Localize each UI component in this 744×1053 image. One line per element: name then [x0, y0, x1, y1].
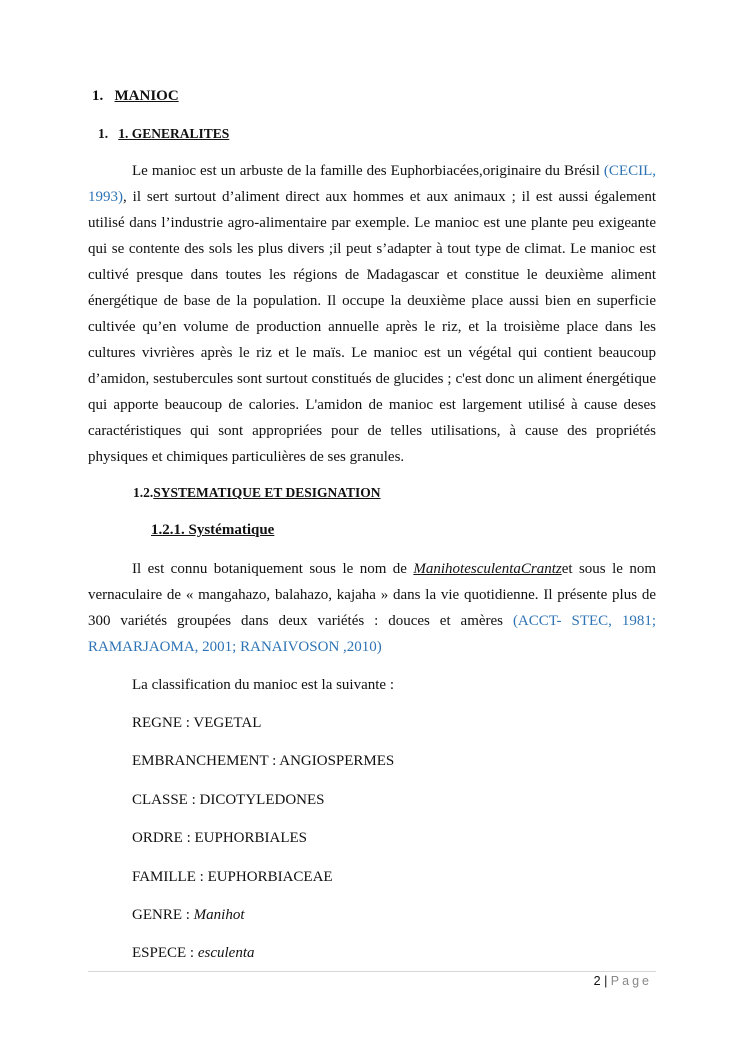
page-footer: [594, 974, 652, 988]
classification-item: [132, 753, 394, 770]
classification-item: [132, 945, 255, 962]
text: Il est connu botaniquement sous le nom de: [132, 561, 414, 577]
classification-value: EUPHORBIACEAE: [207, 869, 333, 885]
heading-title: MANIOC: [114, 88, 179, 104]
heading-title: 1. GENERALITES: [118, 126, 230, 141]
paragraph-systematique: [88, 556, 656, 660]
classification-value: EUPHORBIALES: [194, 830, 308, 846]
classification-value: Manihot: [193, 907, 245, 923]
classification-rank: CLASSE :: [132, 792, 200, 808]
classification-rank: EMBRANCHEMENT :: [132, 753, 280, 769]
classification-value: DICOTYLEDONES: [199, 792, 325, 808]
classification-value: esculenta: [197, 945, 255, 961]
classification-rank: GENRE :: [132, 907, 194, 923]
classification-rank: ESPECE :: [132, 945, 198, 961]
footer-divider: [88, 971, 656, 972]
separator: |: [600, 974, 611, 988]
classification-item: [132, 869, 333, 886]
heading-title: 1.2.1. Systématique: [151, 522, 275, 538]
citation: (CECIL, 1993): [88, 163, 656, 205]
heading-systematique: [151, 522, 274, 539]
classification-rank: FAMILLE :: [132, 869, 208, 885]
heading-number: 1.: [98, 126, 109, 141]
classification-value: VEGETAL: [193, 715, 262, 731]
page-number: 2: [593, 974, 601, 988]
heading-generalites: [98, 126, 229, 142]
citation: (ACCT- STEC, 1981; RAMARJAOMA, 2001; RANAIVOSON ,2010): [88, 613, 656, 655]
heading-title: SYSTEMATIQUE ET DESIGNATION: [153, 485, 381, 500]
species-name: ManihotesculentaCrantz: [413, 561, 562, 577]
classification-item: [132, 830, 307, 847]
classification-item: [132, 907, 245, 924]
classification-rank: REGNE :: [132, 715, 194, 731]
paragraph-generalites: [88, 158, 656, 470]
classification-rank: ORDRE :: [132, 830, 195, 846]
text: et sous le nom vernaculaire de « mangahazo, balahazo, kajaha » dans la vie quotidienne. Il présente plus de 300 variétés groupées dans deux variétés : douces et amères: [88, 561, 656, 629]
heading-systematique-designation: [133, 485, 381, 501]
classification-value: ANGIOSPERMES: [279, 753, 395, 769]
text: , il sert surtout d’aliment direct aux hommes et aux animaux ; il est aussi également utilisé dans l’industrie agro-alimentaire par exemple. Le manioc est une plante peu exigeante qui se contente des sols les plus divers ;il peut s’adapter à tout type de climat. Le manioc est cultivé presque dans toutes les régions de Madagascar et constitue le deuxième aliment énergétique de base de la population. Il occupe la deuxième place aussi bien en superficie cultivée qu’en volume de production annuelle après le riz, et la troisième place dans les cultures vivrières après le riz et le maïs. Le manioc est un végétal qui contient beaucoup d’amidon, sestubercules sont surtout constitués de glucides ; c'est donc un aliment énergétique qui apporte beaucoup de calories. L'amidon de manioc est largement utilisé à cause deses caractéristiques qui sont appropriées pour de telles utilisations, à cause des propriétés physiques et chimiques particulières de ses granules.: [88, 189, 656, 465]
heading-number: 1.2.: [133, 485, 154, 500]
heading-number: 1.: [92, 88, 104, 104]
page-label: Page: [610, 974, 652, 988]
classification-item: [132, 792, 325, 809]
heading-manioc: [92, 88, 179, 105]
text: Le manioc est un arbuste de la famille des Euphorbiacées,originaire du Brésil: [132, 163, 604, 179]
classification-item: [132, 715, 261, 732]
classification-intro: La classification du manioc est la suivante :: [132, 677, 395, 693]
